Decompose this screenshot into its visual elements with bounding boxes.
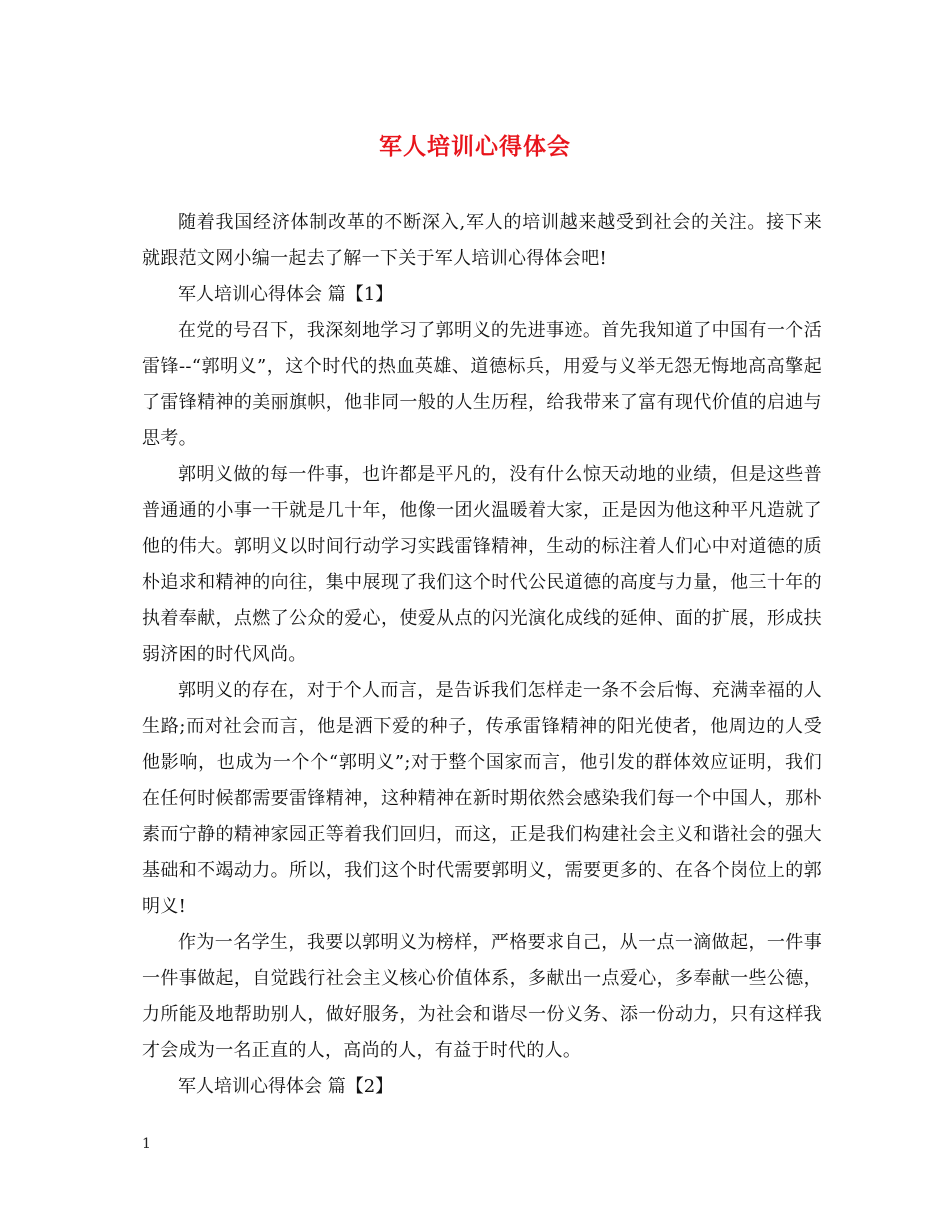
- section-heading-1: 军人培训心得体会 篇【1】: [178, 284, 394, 305]
- document-title: 军人培训心得体会: [379, 133, 571, 160]
- document-body: [142, 205, 822, 1105]
- body-paragraph: 作为一名学生，我要以郭明义为榜样，严格要求自己，从一点一滴做起，一件事一件事做起，自觉践行社会主义核心价值体系，多献出一点爱心，多奉献一些公德，力所能及地帮助别人，做好服务，为社会和谐尽一份义务、添一份动力，只有这样我才会成为一名正直的人，高尚的人，有益于时代的人。: [142, 932, 822, 1061]
- intro-paragraph: 随着我国经济体制改革的不断深入,军人的培训越来越受到社会的关注。接下来就跟范文网小编一起去了解一下关于军人培训心得体会吧!: [142, 212, 822, 269]
- body-paragraph: 郭明义做的每一件事，也许都是平凡的，没有什么惊天动地的业绩，但是这些普普通通的小事一干就是几十年，他像一团火温暖着大家，正是因为他这种平凡造就了他的伟大。郭明义以时间行动学习实践雷锋精神，生动的标注着人们心中对道德的质朴追求和精神的向往，集中展现了我们这个时代公民道德的高度与力量，他三十年的执着奉献，点燃了公众的爱心，使爱从点的闪光演化成线的延伸、面的扩展，形成扶弱济困的时代风尚。: [142, 464, 822, 665]
- page-number: 1: [142, 1136, 151, 1152]
- body-paragraph: 郭明义的存在，对于个人而言，是告诉我们怎样走一条不会后悔、充满幸福的人生路;而对社会而言，他是洒下爱的种子，传承雷锋精神的阳光使者，他周边的人受他影响，也成为一个个“郭明义”;对于整个国家而言，他引发的群体效应证明，我们在任何时候都需要雷锋精神，这种精神在新时期依然会感染我们每一个中国人，那朴素而宁静的精神家园正等着我们回归，而这，正是我们构建社会主义和谐社会的强大基础和不竭动力。所以，我们这个时代需要郭明义，需要更多的、在各个岗位上的郭明义!: [142, 680, 822, 917]
- body-paragraph: 在党的号召下，我深刻地学习了郭明义的先进事迹。首先我知道了中国有一个活雷锋--“郭明义”，这个时代的热血英雄、道德标兵，用爱与义举无怨无悔地高高擎起了雷锋精神的美丽旗帜，他非同一般的人生历程，给我带来了富有现代价值的启迪与思考。: [142, 320, 822, 449]
- section-heading-2: 军人培训心得体会 篇【2】: [178, 1076, 394, 1097]
